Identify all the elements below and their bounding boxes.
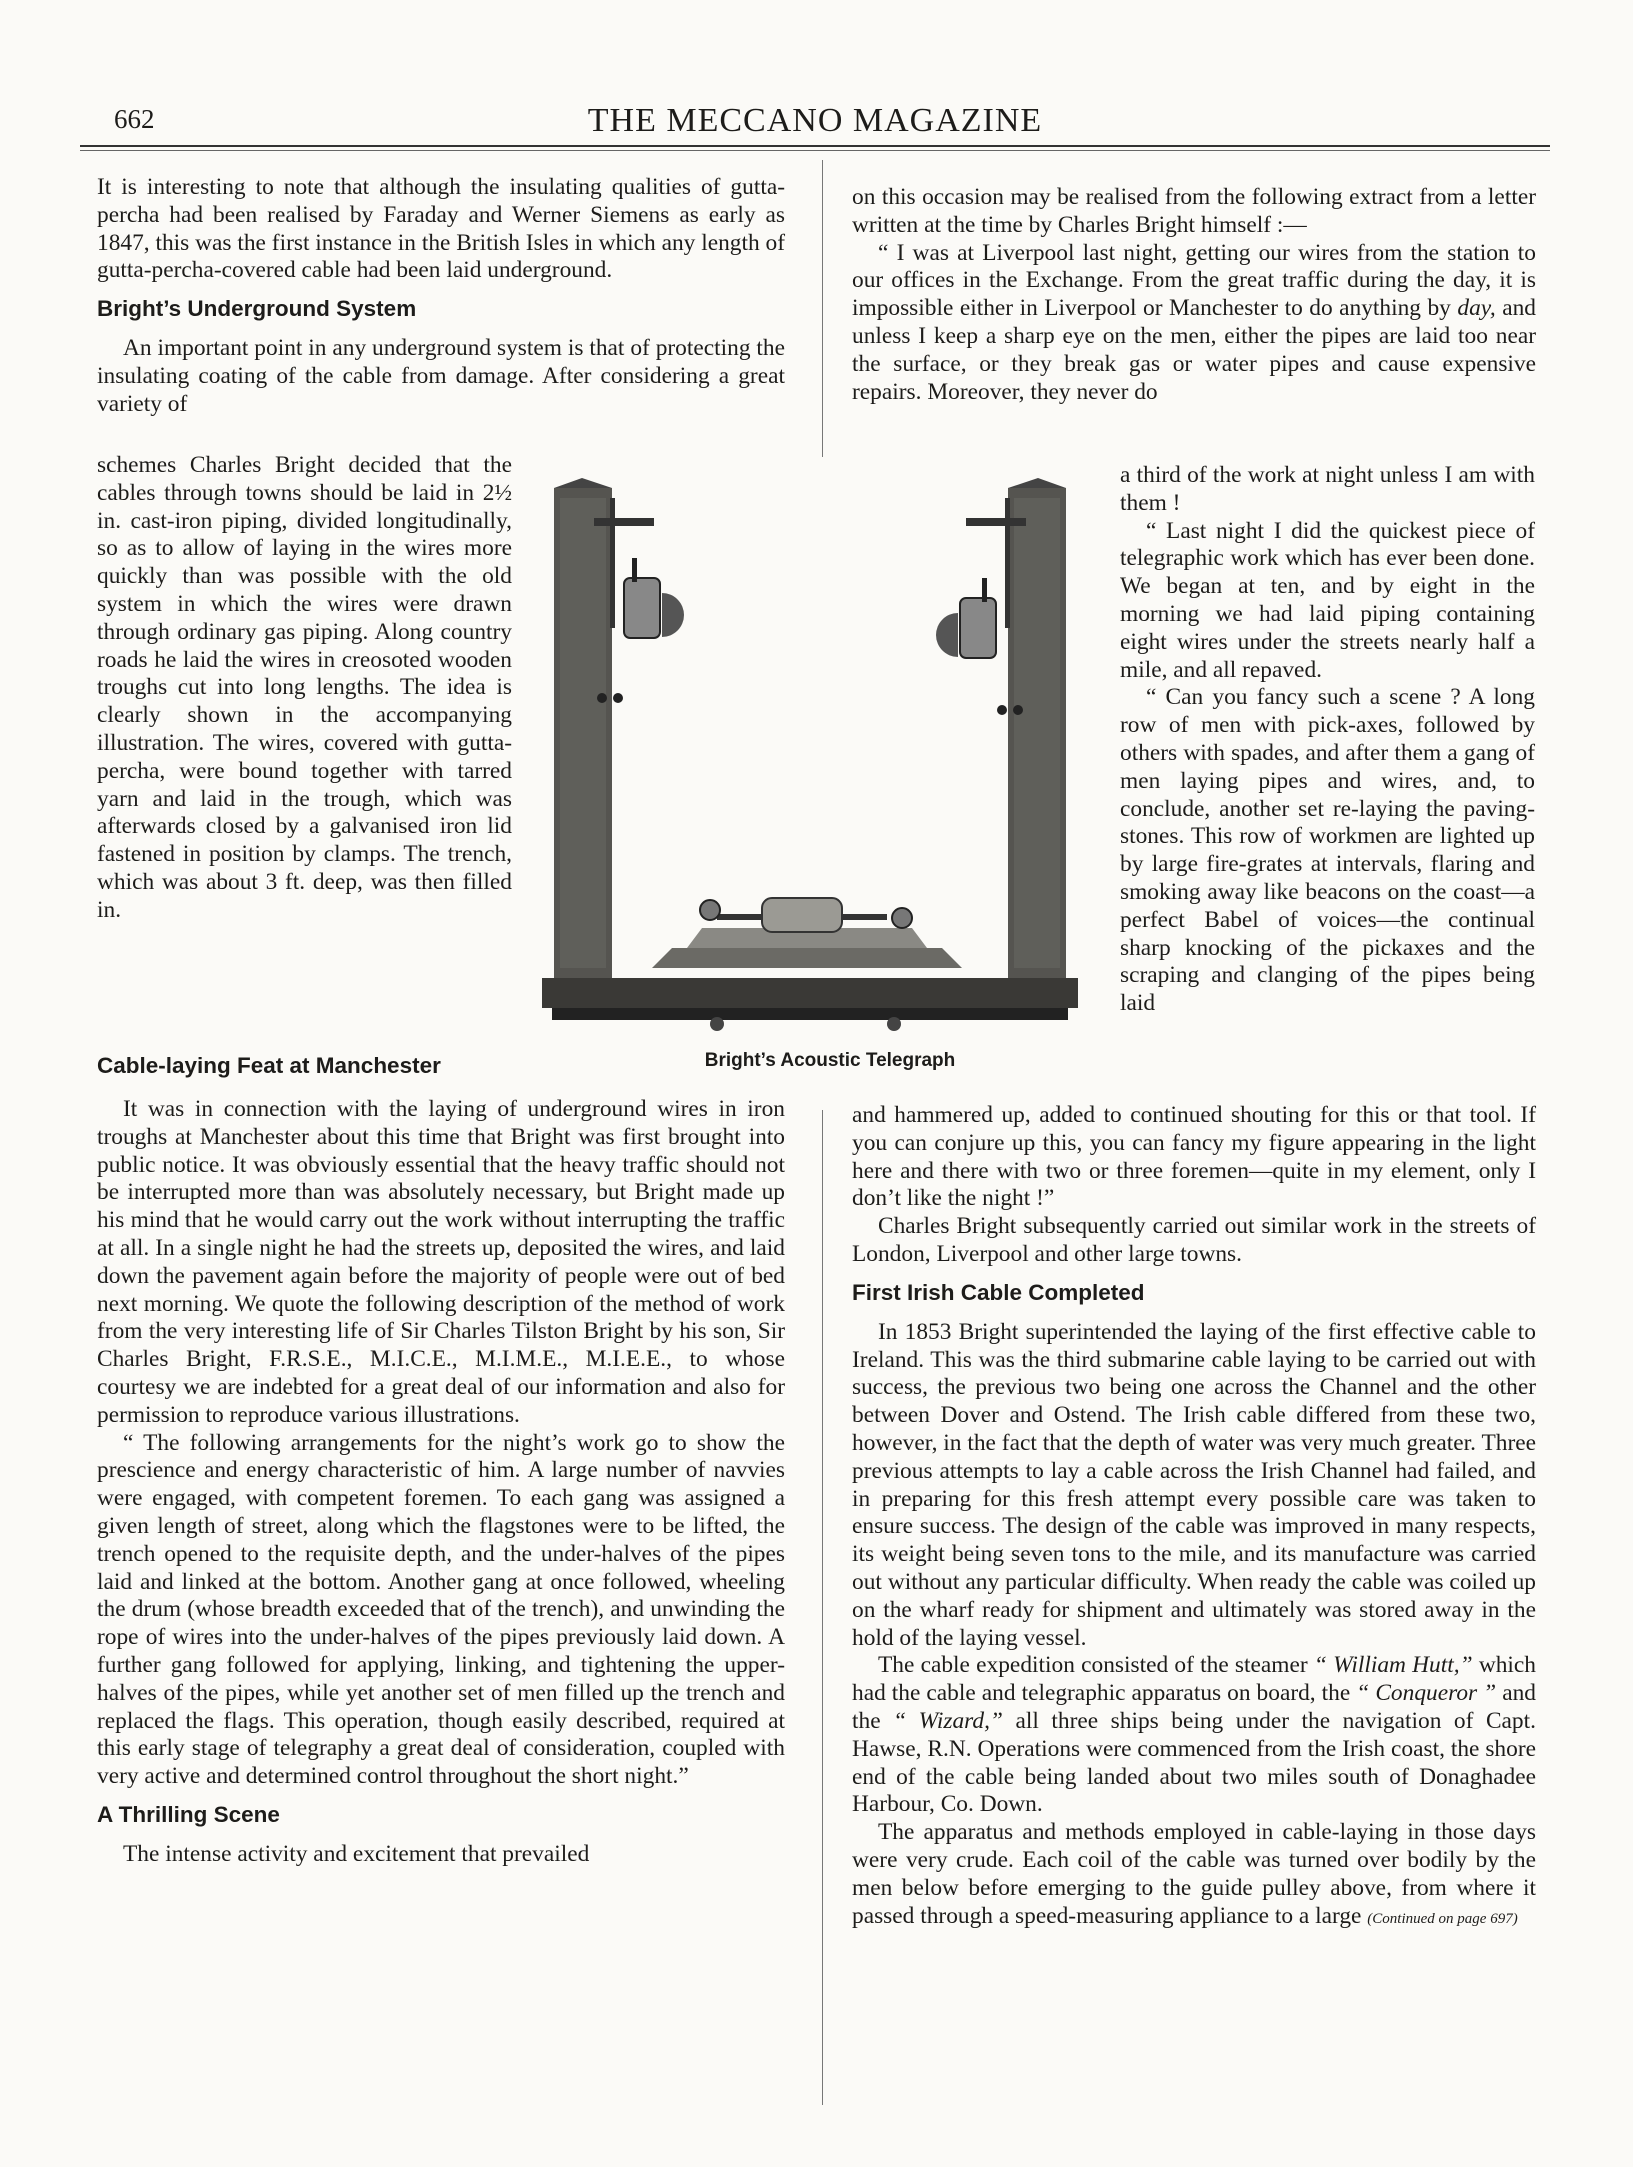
right-upright-top (1008, 478, 1066, 488)
right-hammer (982, 578, 987, 602)
paragraph (852, 240, 1536, 407)
figure-caption: Bright’s Acoustic Telegraph (704, 1050, 956, 1071)
left-upright-shade (560, 498, 606, 968)
key-lever (842, 914, 887, 920)
paragraph: It was in connection with the laying of underground wires in iron troughs at Manchester about this time that Bright was first brought into public notice. It was obviously essential that the heavy traffic should not be interrupted more than was absolutely necessary, but Bright made up his mind that he would carry out the work without interrupting the traffic at all. In a single night he had the streets up, deposited the wires, and laid down the pavement again before the majority of people were out of bed next morning. We quote the following description of the method of work from the very interesting life of Sir Charles Tilston Bright by his son, Sir Charles Bright, F.R.S.E., M.I.C.E., M.I.M.E., M.I.E.E., to whose courtesy we are indebted for a great deal of our information and also for permission to reproduce various illustrations. (97, 1096, 785, 1428)
left-mechanism-arm (594, 518, 654, 526)
left-column-heading (97, 1044, 537, 1080)
text-run: which had the cable and telegraphic apparatus on board, the (852, 1652, 1536, 1707)
text-run: The apparatus and methods employed in cable-laying in those days were very crude. Each coil of the cable was turned over bodily by the men below before emerging to the guide pulley above, from where it passed through a speed-measuring appliance to a large (852, 1819, 1536, 1929)
section-heading-underground-system: Bright’s Underground System (97, 296, 417, 322)
left-bell (662, 593, 684, 637)
text-run: all three ships being under the navigation of Capt. Hawse, R.N. Operations were commenced from the Irish coast, the shore end of the cable being landed about two miles south of Donaghadee Harbour, Co. Down. (852, 1707, 1536, 1818)
page-header (80, 98, 1550, 148)
right-bell (936, 613, 958, 657)
telegraph-drawing (542, 478, 1078, 1038)
base-edge (552, 1008, 1068, 1020)
base-board (542, 978, 1078, 1008)
text-run: “ I was at Liverpool last night, getting our wires from the station to our offices in the Exchange. From the great traffic during the day, it is impossible either in Liverpool or Manchester to do anything by (852, 239, 1536, 322)
paragraph (852, 1819, 1536, 1933)
key-platform (652, 948, 962, 968)
right-column-narrow (1120, 462, 1535, 1018)
column-divider-top (822, 160, 823, 457)
right-column-bottom (852, 1102, 1536, 1933)
text-run: The cable expedition consisted of the steamer (878, 1652, 1308, 1679)
right-mechanism-arm (966, 518, 1026, 526)
section-heading-irish-cable: First Irish Cable Completed (852, 1279, 1145, 1305)
key-knob-right (892, 908, 912, 928)
right-terminal (997, 705, 1007, 715)
paragraph: In 1853 Bright superintended the laying of the first effective cable to Ireland. This was the third submarine cable laying to be carried out with success, the previous two being one across the Channel and the other between Dover and Ostend. The Irish cable differed from these two, however, in the fact that the depth of water was very much greater. Three previous attempts to lay a cable across the Irish Channel had failed, and in preparing for this fresh attempt every possible care was taken to ensure success. The design of the cable was improved in many respects, its weight being seven tons to the mile, and its manufacture was carried out without any particular difficulty. When ready the cable was coiled up on the wharf ready for shipment and ultimately was stored away in the hold of the laying vessel. (852, 1318, 1536, 1651)
left-terminal (613, 693, 623, 703)
magazine-title: THE MECCANO MAGAZINE (587, 102, 1043, 139)
right-mechanism-post (1005, 498, 1010, 628)
base-foot (887, 1017, 901, 1031)
paragraph: on this occasion may be realised from the following extract from a letter written at the time by Charles Bright himself :— (852, 184, 1536, 238)
paragraph: a third of the work at night unless I am with them ! (1120, 462, 1535, 516)
header-rule-thin (80, 150, 1550, 151)
ship-name: “ William Hutt,” (1313, 1652, 1473, 1679)
paragraph: “ Last night I did the quickest piece of telegraphic work which has ever been done. We began at ten, and by eight in the morning we had laid piping containing eight wires under the streets nearly half a mile, and all repaved. (1120, 517, 1535, 683)
left-column-narrow (97, 452, 512, 925)
paragraph: schemes Charles Bright decided that the cables through towns should be laid in 2½ in. cast-iron piping, divided longitudinally, so as to allow of laying in the wires more quickly than was possible with the old system in which the wires were drawn through ordinary gas piping. Along country roads he laid the wires in creosoted wooden troughs cut into long lengths. The idea is clearly shown in the accompanying illustration. The wires, covered with gutta-percha, were bound together with tarred yarn and laid in the trough, which was afterwards closed by a galvanised iron lid fastened in position by clamps. The trench, which was about 3 ft. deep, was then filled in. (97, 452, 512, 923)
paragraph: The intense activity and excitement that prevailed (123, 1840, 590, 1867)
right-column-top (852, 184, 1536, 406)
ship-name: “ Wizard,” (893, 1707, 1003, 1734)
continued-note: (Continued on page 697) (1367, 1910, 1518, 1927)
section-heading-manchester: Cable-laying Feat at Manchester (97, 1053, 441, 1078)
left-hammer (632, 558, 637, 582)
left-column-top (97, 174, 785, 419)
text-run: and unless I keep a sharp eye on the men, either the pipes are laid too near the surface, or they break gas or water pipes and cause expensive repairs. Moreover, they never do (852, 295, 1536, 405)
left-mechanism-post (610, 498, 615, 628)
paragraph (852, 1652, 1536, 1819)
left-upright-top (554, 478, 612, 488)
right-terminal (1013, 705, 1023, 715)
key-cylinder (762, 898, 842, 932)
paragraph: “ Can you fancy such a scene ? A long row of men with pick-axes, followed by others with spades, and after them a gang of men laying pipes and wires, and, to conclude, another set re-laying the paving-stones. This row of workmen are lighted up by large fire-grates at intervals, flaring and smoking away like beacons on the coast—a perfect Babel of voices—the continual sharp knocking of the pickaxes and the scraping and clanging of the pipes being laid (1120, 684, 1535, 1017)
emphasis: day, (1457, 295, 1496, 322)
base-foot (710, 1017, 724, 1031)
text-run: and the (852, 1680, 1536, 1734)
acoustic-telegraph-illustration (542, 478, 1078, 1038)
paragraph: An important point in any underground system is that of protecting the insulating coating of the cable from damage. After considering a great variety of (97, 335, 785, 417)
paragraph: “ The following arrangements for the night’s work go to show the prescience and energy characteristic of him. A large number of navvies were engaged, with competent foremen. To each gang was assigned a given length of street, along which the flagstones were to be lifted, the trench opened to the requisite depth, and the under-halves of the pipes laid and linked at the bottom. Another gang at once followed, wheeling the drum (whose breadth exceeded that of the trench), and unwinding the rope of wires into the under-halves of the pipes previously laid down. A further gang followed for applying, linking, and tightening the upper-halves of the pipes, while yet another set of men filled up the trench and replaced the flags. This operation, though easily described, required at this early stage of telegraphy a great deal of consideration, coupled with very active and determined control throughout the short night.” (97, 1429, 785, 1790)
paragraph: It is interesting to note that although the insulating qualities of gutta-percha had been realised by Faraday and Werner Siemens as early as 1847, this was the first instance in the British Isles in which any length of gutta-percha-covered cable had been laid underground. (97, 174, 785, 284)
right-upright-shade (1014, 498, 1060, 968)
section-heading-thrilling-scene: A Thrilling Scene (97, 1801, 280, 1827)
column-divider-bottom (822, 1110, 823, 2105)
left-column-bottom (97, 1096, 785, 1869)
left-coil (624, 578, 660, 638)
ship-name: “ Conqueror ” (1356, 1680, 1497, 1707)
paragraph: Charles Bright subsequently carried out similar work in the streets of London, Liverpool and other large towns. (852, 1213, 1536, 1267)
page-number: 662 (114, 104, 155, 134)
right-coil (960, 598, 996, 658)
key-lever (717, 914, 762, 920)
left-terminal (597, 693, 607, 703)
key-knob-left (700, 900, 720, 920)
header-rule (80, 145, 1550, 147)
paragraph: and hammered up, added to continued shouting for this or that tool. If you can conjure up this, you can fancy my figure appearing in the light here and there with two or three foremen—quite in my element, only I don’t like the night !” (852, 1102, 1536, 1212)
